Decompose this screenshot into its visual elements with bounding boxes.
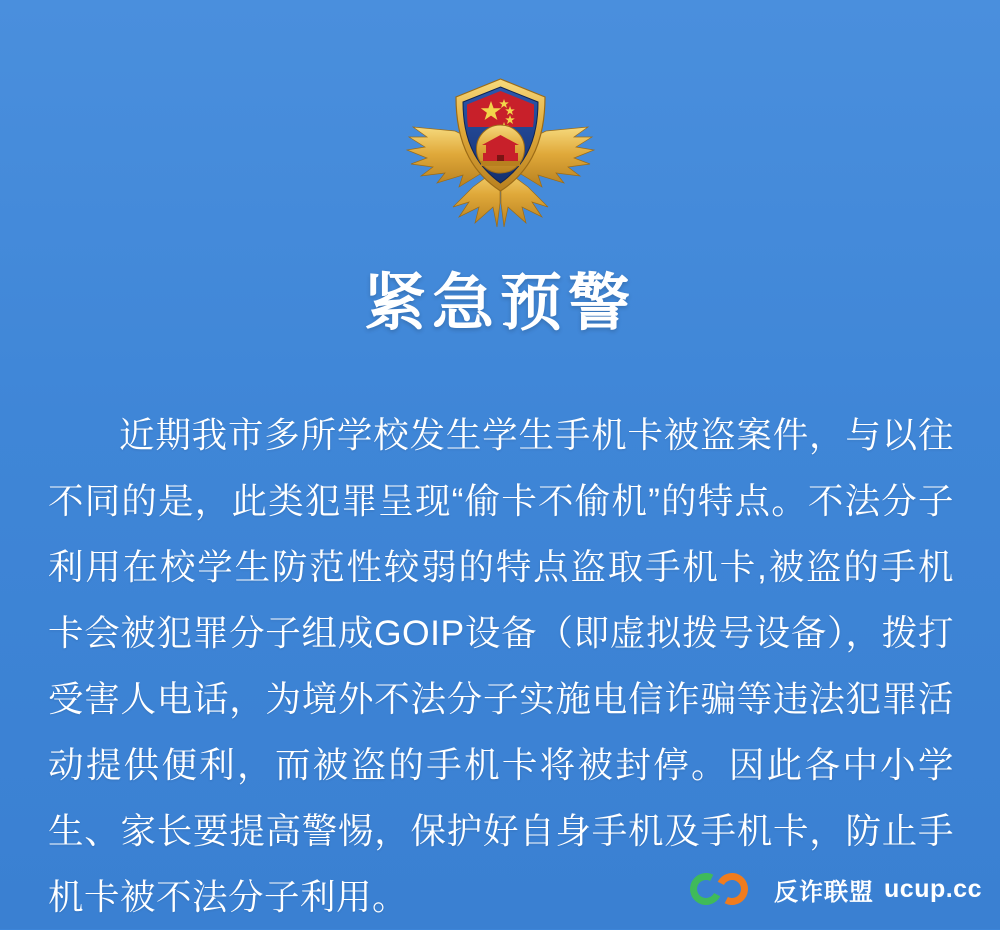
warning-body-text: 近期我市多所学校发生学生手机卡被盗案件，与以往不同的是，此类犯罪呈现“偷卡不偷机”的特点。不法分子利用在校学生防范性较弱的特点盗取手机卡,被盗的手机卡会被犯罪分子组成GOIP设备（即虚拟拨号设备），拨打受害人电话，为境外不法分子实施电信诈骗等违法犯罪活动提供便利，而被盗的手机卡将被封停。因此各中小学生、家长要提高警惕，保护好自身手机及手机卡，防止手机卡被不法分子利用。 <box>48 415 954 917</box>
emblem-container <box>0 52 1000 242</box>
china-police-emblem-icon <box>393 57 608 237</box>
page-title: 紧急预警 <box>363 269 636 338</box>
watermark-label: 反诈联盟 <box>774 878 875 906</box>
anti-fraud-rings-icon <box>690 867 764 911</box>
watermark <box>690 865 982 913</box>
watermark-domain: ucup.cc <box>884 874 982 903</box>
